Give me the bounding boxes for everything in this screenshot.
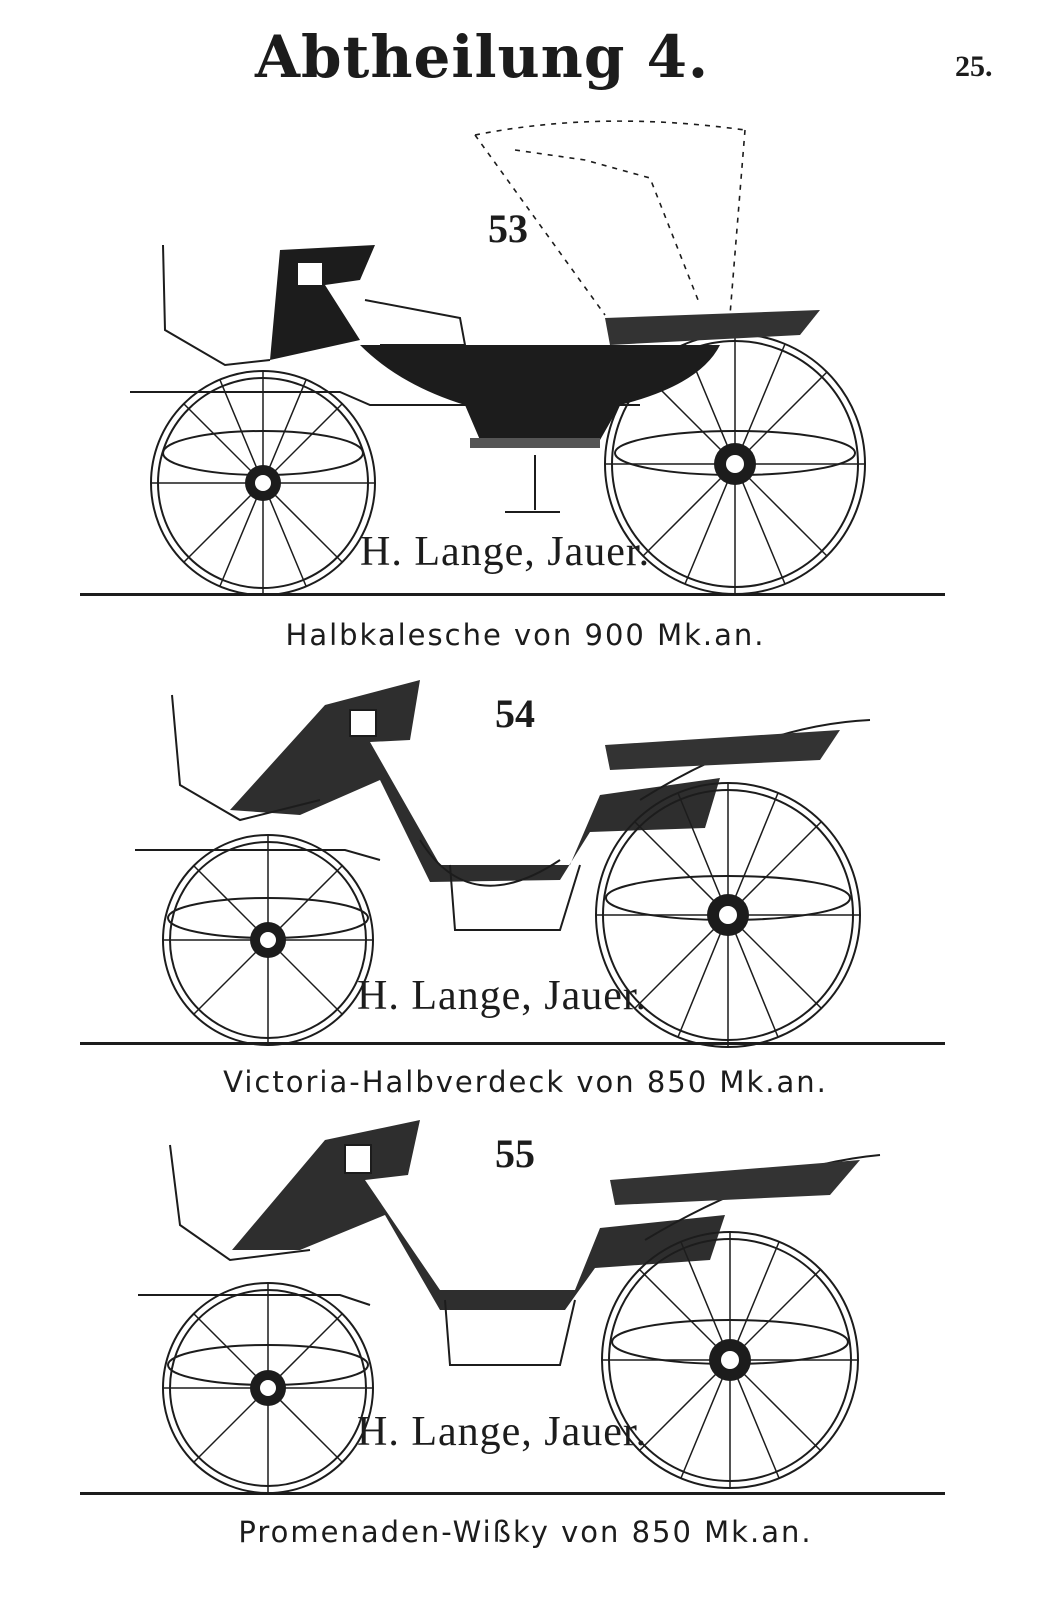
plate-54 [0,660,1051,1110]
maker-signature: H. Lange, Jauer. [357,1409,648,1455]
plate-55 [0,1110,1051,1602]
maker-signature: H. Lange, Jauer. [360,529,651,575]
ground-line [80,1492,945,1495]
plate-caption: Halbkalesche von 900 Mk.an. [285,618,766,652]
plate-caption: Victoria-Halbverdeck von 850 Mk.an. [223,1065,828,1099]
plate-caption: Promenaden-Wißky von 850 Mk.an. [238,1515,813,1549]
ground-line [80,593,945,596]
plate-number: 55 [495,1131,535,1176]
ground-line [80,1042,945,1045]
section-title: Abtheilung 4. [255,23,710,91]
page-number: 25. [955,50,993,83]
maker-signature: H. Lange, Jauer. [357,973,648,1019]
plate-53 [0,0,1051,660]
plate-number: 53 [488,206,528,251]
plate-number: 54 [495,691,535,736]
